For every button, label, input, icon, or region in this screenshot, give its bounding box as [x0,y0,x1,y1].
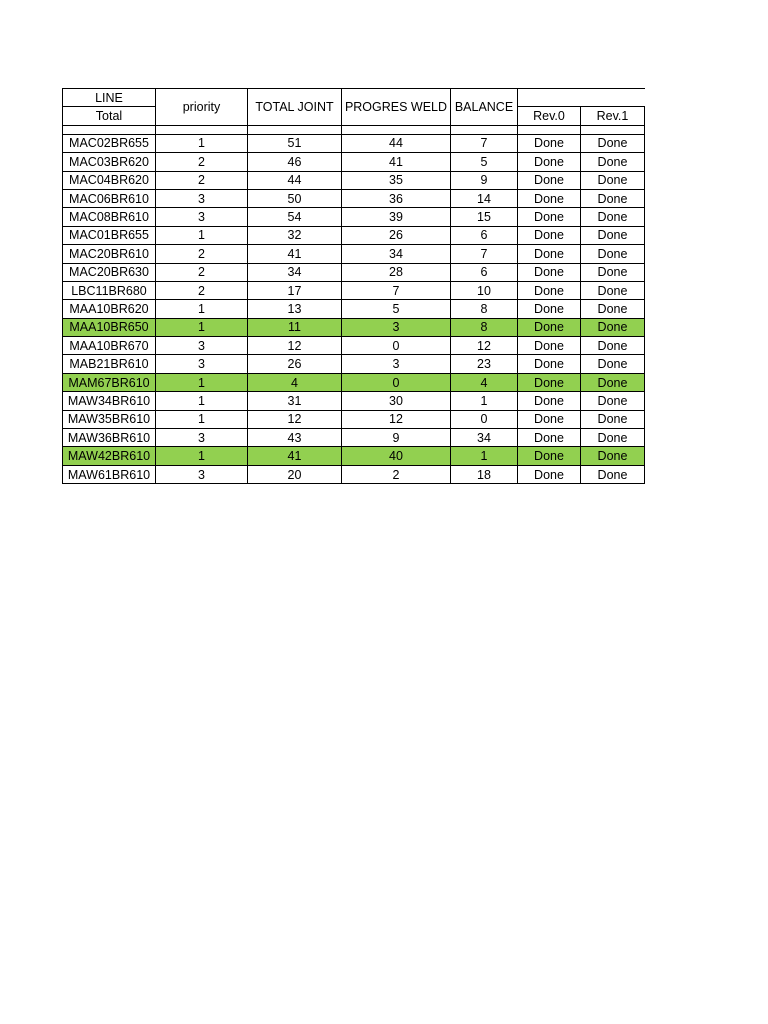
cell-progres-weld[interactable]: 41 [342,153,451,171]
cell-total-joint[interactable]: 50 [248,189,342,207]
cell-progres-weld[interactable]: 5 [342,300,451,318]
empty-cell[interactable] [518,125,581,134]
cell-rev0[interactable]: Done [518,355,581,373]
table-row [63,392,645,410]
cell-rev1[interactable]: Done [581,337,645,355]
table-row [63,410,645,428]
cell-progres-weld[interactable]: 44 [342,134,451,152]
cell-rev0[interactable]: Done [518,245,581,263]
header-priority[interactable]: priority [156,89,248,126]
cell-line[interactable]: MAC03BR620 [63,153,156,171]
cell-balance[interactable]: 34 [451,429,518,447]
cell-balance[interactable]: 18 [451,465,518,483]
table-row [63,373,645,391]
spreadsheet [62,88,645,484]
cell-balance[interactable]: 14 [451,189,518,207]
cell-progres-weld[interactable]: 35 [342,171,451,189]
cell-rev1[interactable]: Done [581,171,645,189]
cell-rev0[interactable]: Done [518,300,581,318]
table-row [63,171,645,189]
cell-rev0[interactable]: Done [518,410,581,428]
cell-rev1[interactable]: Done [581,429,645,447]
cell-progres-weld[interactable]: 0 [342,337,451,355]
cell-progres-weld[interactable]: 3 [342,318,451,336]
cell-balance[interactable]: 4 [451,373,518,391]
cell-line[interactable]: MAW35BR610 [63,410,156,428]
cell-priority[interactable]: 3 [156,429,248,447]
cell-line[interactable]: MAW42BR610 [63,447,156,465]
table-row [63,281,645,299]
cell-total-joint[interactable]: 43 [248,429,342,447]
cell-progres-weld[interactable]: 34 [342,245,451,263]
header-rev0[interactable]: Rev.0 [518,107,581,125]
cell-priority[interactable]: 3 [156,355,248,373]
cell-balance[interactable]: 7 [451,134,518,152]
cell-total-joint[interactable]: 26 [248,355,342,373]
cell-total-joint[interactable]: 32 [248,226,342,244]
cell-priority[interactable]: 1 [156,447,248,465]
cell-rev1[interactable]: Done [581,134,645,152]
empty-cell[interactable] [342,125,451,134]
cell-rev1[interactable]: Done [581,465,645,483]
cell-rev0[interactable]: Done [518,337,581,355]
cell-rev0[interactable]: Done [518,153,581,171]
table-row [63,300,645,318]
cell-rev1[interactable]: Done [581,281,645,299]
cell-priority[interactable]: 1 [156,134,248,152]
cell-priority[interactable]: 2 [156,281,248,299]
header-total[interactable]: Total [63,107,156,125]
cell-progres-weld[interactable]: 0 [342,373,451,391]
cell-priority[interactable]: 1 [156,410,248,428]
cell-rev1[interactable]: Done [581,447,645,465]
cell-balance[interactable]: 6 [451,226,518,244]
cell-progres-weld[interactable]: 39 [342,208,451,226]
cell-rev1[interactable]: Done [581,263,645,281]
empty-cell[interactable] [248,125,342,134]
cell-priority[interactable]: 1 [156,300,248,318]
cell-rev1[interactable]: Done [581,355,645,373]
header-line[interactable]: LINE [63,89,156,107]
cell-total-joint[interactable]: 17 [248,281,342,299]
cell-balance[interactable]: 7 [451,245,518,263]
table-row [63,318,645,336]
cell-rev0[interactable]: Done [518,189,581,207]
table-row [63,263,645,281]
cell-total-joint[interactable]: 12 [248,410,342,428]
cell-line[interactable]: MAC01BR655 [63,226,156,244]
cell-priority[interactable]: 2 [156,245,248,263]
cell-total-joint[interactable]: 51 [248,134,342,152]
cell-rev0[interactable]: Done [518,226,581,244]
header-revision-group[interactable] [518,89,645,107]
cell-total-joint[interactable]: 34 [248,263,342,281]
cell-priority[interactable]: 2 [156,153,248,171]
header-balance[interactable]: BALANCE [451,89,518,126]
cell-progres-weld[interactable]: 2 [342,465,451,483]
cell-rev0[interactable]: Done [518,318,581,336]
cell-total-joint[interactable]: 20 [248,465,342,483]
cell-balance[interactable]: 1 [451,392,518,410]
table-row [63,245,645,263]
weld-progress-table [62,88,645,484]
cell-rev0[interactable]: Done [518,392,581,410]
table-row [63,429,645,447]
cell-balance[interactable]: 23 [451,355,518,373]
empty-cell[interactable] [156,125,248,134]
table-row [63,226,645,244]
cell-total-joint[interactable]: 31 [248,392,342,410]
cell-rev0[interactable]: Done [518,429,581,447]
cell-progres-weld[interactable]: 12 [342,410,451,428]
cell-rev1[interactable]: Done [581,410,645,428]
cell-balance[interactable]: 8 [451,300,518,318]
cell-priority[interactable]: 1 [156,392,248,410]
cell-rev0[interactable]: Done [518,447,581,465]
cell-rev0[interactable]: Done [518,208,581,226]
cell-rev1[interactable]: Done [581,226,645,244]
cell-balance[interactable]: 0 [451,410,518,428]
cell-priority[interactable]: 1 [156,373,248,391]
cell-rev0[interactable]: Done [518,373,581,391]
cell-line[interactable]: MAC04BR620 [63,171,156,189]
cell-rev0[interactable]: Done [518,465,581,483]
cell-priority[interactable]: 3 [156,189,248,207]
cell-rev0[interactable]: Done [518,263,581,281]
cell-balance[interactable]: 10 [451,281,518,299]
header-row-1 [63,89,645,107]
cell-line[interactable]: MAW36BR610 [63,429,156,447]
cell-rev1[interactable]: Done [581,208,645,226]
cell-total-joint[interactable]: 41 [248,447,342,465]
cell-rev0[interactable]: Done [518,171,581,189]
cell-progres-weld[interactable]: 40 [342,447,451,465]
cell-line[interactable]: MAC20BR610 [63,245,156,263]
cell-total-joint[interactable]: 41 [248,245,342,263]
table-row [63,337,645,355]
cell-total-joint[interactable]: 54 [248,208,342,226]
cell-line[interactable]: MAA10BR670 [63,337,156,355]
empty-cell[interactable] [581,125,645,134]
cell-priority[interactable]: 2 [156,263,248,281]
cell-priority[interactable]: 1 [156,318,248,336]
cell-line[interactable]: MAC20BR630 [63,263,156,281]
table-row [63,355,645,373]
table-row [63,447,645,465]
cell-line[interactable]: MAC08BR610 [63,208,156,226]
cell-rev1[interactable]: Done [581,392,645,410]
empty-cell[interactable] [63,125,156,134]
cell-line[interactable]: MAB21BR610 [63,355,156,373]
cell-progres-weld[interactable]: 28 [342,263,451,281]
cell-total-joint[interactable]: 46 [248,153,342,171]
cell-priority[interactable]: 3 [156,465,248,483]
cell-line[interactable]: MAC06BR610 [63,189,156,207]
cell-line[interactable]: MAW61BR610 [63,465,156,483]
cell-progres-weld[interactable]: 30 [342,392,451,410]
cell-rev1[interactable]: Done [581,318,645,336]
cell-total-joint[interactable]: 11 [248,318,342,336]
cell-rev0[interactable]: Done [518,281,581,299]
cell-rev1[interactable]: Done [581,373,645,391]
cell-priority[interactable]: 3 [156,208,248,226]
cell-progres-weld[interactable]: 26 [342,226,451,244]
empty-cell[interactable] [451,125,518,134]
cell-line[interactable]: MAW34BR610 [63,392,156,410]
header-progres-weld[interactable]: PROGRES WELD [342,89,451,126]
cell-balance[interactable]: 6 [451,263,518,281]
cell-priority[interactable]: 2 [156,171,248,189]
cell-balance[interactable]: 1 [451,447,518,465]
cell-total-joint[interactable]: 13 [248,300,342,318]
cell-balance[interactable]: 15 [451,208,518,226]
cell-rev1[interactable]: Done [581,189,645,207]
cell-rev1[interactable]: Done [581,153,645,171]
cell-line[interactable]: MAM67BR610 [63,373,156,391]
cell-rev0[interactable]: Done [518,134,581,152]
cell-progres-weld[interactable]: 9 [342,429,451,447]
header-total-joint[interactable]: TOTAL JOINT [248,89,342,126]
table-row [63,189,645,207]
cell-line[interactable]: MAC02BR655 [63,134,156,152]
header-rev1[interactable]: Rev.1 [581,107,645,125]
cell-priority[interactable]: 3 [156,337,248,355]
cell-priority[interactable]: 1 [156,226,248,244]
cell-line[interactable]: LBC11BR680 [63,281,156,299]
table-row [63,208,645,226]
cell-line[interactable]: MAA10BR620 [63,300,156,318]
cell-progres-weld[interactable]: 7 [342,281,451,299]
table-row [63,134,645,152]
cell-progres-weld[interactable]: 36 [342,189,451,207]
cell-rev1[interactable]: Done [581,245,645,263]
cell-balance[interactable]: 9 [451,171,518,189]
cell-balance[interactable]: 12 [451,337,518,355]
cell-total-joint[interactable]: 4 [248,373,342,391]
cell-balance[interactable]: 8 [451,318,518,336]
cell-balance[interactable]: 5 [451,153,518,171]
cell-line[interactable]: MAA10BR650 [63,318,156,336]
spacer-row [63,125,645,134]
cell-rev1[interactable]: Done [581,300,645,318]
cell-total-joint[interactable]: 44 [248,171,342,189]
cell-total-joint[interactable]: 12 [248,337,342,355]
table-row [63,153,645,171]
cell-progres-weld[interactable]: 3 [342,355,451,373]
table-row [63,465,645,483]
